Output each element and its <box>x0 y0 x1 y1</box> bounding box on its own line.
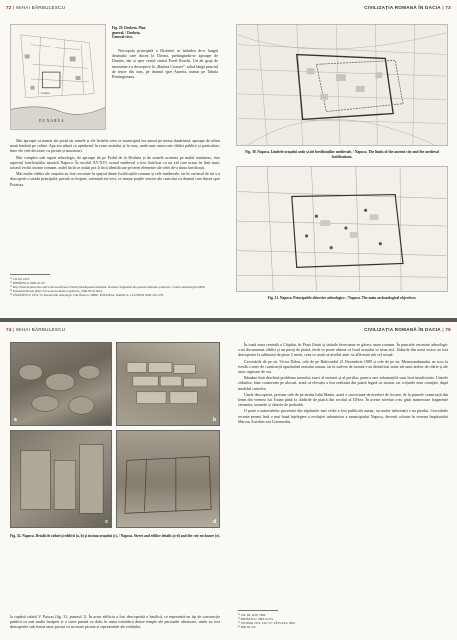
fig32-photo-c-ruins <box>11 431 111 527</box>
bottom-header-separator: | <box>13 327 15 332</box>
fig32-photo-d <box>116 430 220 528</box>
top-header-left <box>6 5 65 10</box>
fig32-photo-d-label: d <box>212 519 216 525</box>
fig32-photo-c <box>10 430 112 528</box>
fig31-napoca-objectives-map <box>236 166 448 292</box>
bottom-right-paragraph-4: Unele descoperiri, precum cele de pe strada Iuliu Maniu, arată o succesiune de niveluri de locuire, de la primele construcții din lemn din vremea lui Traian până la clădirile de piatră din secolul al III-lea. În aceste niveluri s-au găsit numeroase fragmente ceramice, monede și obiecte de podoabă. <box>238 391 448 408</box>
bottom-right-paragraph-5: O parte a materialelor provenite din săpăturile mai vechi a fost publicată sumar, iar multe informații s-au pierdut. Cercetările recente permit însă o mai bună înțelegere a evoluției urbanistice a municipiului Napoca, devenit colonie în vremea împăratului Marcus Aurelius sau Commodus. <box>238 408 448 424</box>
bottom-page-header <box>6 327 451 336</box>
bottom-right-text <box>238 342 448 600</box>
fig32-photo-c-label: c <box>105 519 108 525</box>
top-footnote-3: ²⁷ http://lexicon.pbworks.com/w/browse/#view=ViewFolder&param=Drobeta: Drobeta, fragmente din pietrele mărunte și mozaic, Cronica Arheologică 2006. <box>10 285 206 289</box>
fig32-photo-b <box>116 342 220 426</box>
fig29-river-label: DUNAREA <box>39 119 65 123</box>
bottom-page-number: 74 <box>6 327 12 332</box>
bottom-footnote-2: ³¹ MIHĂESCU 1998, 62-93. <box>238 617 274 621</box>
top-footnote-1: ²⁵ CIL III, 1627. <box>10 277 31 281</box>
fig32-photo-d-excavation <box>117 431 219 527</box>
top-page-header <box>6 5 451 14</box>
bottom-right-paragraph-1: În toată zona centrală a Clujului, în Piața Unirii și străzile învecinate se găsesc ruine romane. În punctele cercetate arheologic s-au documentat clădiri și un pavaj de piatră, încât se poate afirma că forul orașului se situa aici. Zidurile din acest sector au fost descoperite la adâncimi de peste 2 metri, ceea ce arată că nivelul antic se află mult sub cel actual. <box>238 342 448 358</box>
top-header-right-separator: | <box>442 5 444 10</box>
fig29-drobeta-plan <box>10 24 106 130</box>
bottom-footnote-4: ³³ IDR III, 3/4. <box>238 625 257 629</box>
top-header-author: MIHAI BÂRBULESCU <box>16 5 66 10</box>
bottom-footnote-rule <box>238 610 278 611</box>
top-footnote-4: ²⁸ Romanian Roads (http://www.dacoromania.org/Dacia_1996-02/01.htm). <box>10 289 103 293</box>
fig31-caption: Fig. 31. Napoca. Principalele obiective arheologice. / Napoca. The main archaeological objectives. <box>267 296 417 300</box>
top-footnote-5: ²⁹ TĂNĂSESCU 1974, 55, Repertoriul arheologic Cluj-Napoca, SIBIU, POTAISSA, NAPOCA, CLUSIUM 2006, 201-278. <box>10 293 164 297</box>
bottom-footnotes <box>238 613 448 637</box>
bottom-right-paragraph-3: Rămâne însă deschisă problema traseului exact al incintei și al porților, pentru care informațiile sunt încă insuficiente. Urmele zidurilor, bine conservate pe alocuri, arată că elevația a fost realizată din piatră legată cu mortar, iar colțurile erau rotunjite, după modelul castrelor. <box>238 375 448 391</box>
fig32-photo-a-stones <box>11 343 111 425</box>
bottom-header-section-title: CIVILIZAȚIA ROMANĂ ÎN DACIA <box>364 327 441 332</box>
fig30-map-drawing <box>237 25 447 145</box>
top-intro-paragraph: Necropola principală a Drobetei se întindea de-a lungul drumului care ducea la Dierna, prelungindu-se aproape de Dunăre, dar și spre vestul străzii Pavel Roschi. Un alt grup de morminte s-a descoperit la „Bariera Cronzei”, adică lângă punctul de ieșire din oraș, pe drumul spre Ameria, numai pe Tabula Peutingeriana. <box>112 48 218 80</box>
bottom-page <box>0 322 457 640</box>
fig32-photo-a <box>10 342 112 426</box>
bottom-header-left <box>6 327 65 332</box>
top-main-text <box>10 138 220 270</box>
fig30-caption: Fig. 30. Napoca. Limitele orașului antic și ale fortificațiilor medievale. / Napoca. The limits of the ancient city and the medieval fortifications. <box>245 150 439 159</box>
fig29-map-drawing <box>11 25 105 129</box>
bottom-left-text: la capătul străzii V. Pușcaș (fig. 31, punctul 1). În acest edificiu a fost descoperită o basilică, ce reprezintă un tip de construcție publică cu mai multe încăperi și o curte pavată cu dale; în urma extinderii dintre temple ale perioadei ulterioare, unele au fost descoperite sub forma unor picturi cu sectoare pictate și reprezentări ale zeităților. <box>10 614 220 630</box>
fig32-photo-b-wall <box>117 343 219 425</box>
top-footnote-2: ²⁶ MIHĂESCU 1998, 61-67. <box>10 281 46 285</box>
bottom-footnote-1: ³⁰ CIL III, 1430; 7866. <box>238 613 267 617</box>
top-right-page-number: 73 <box>445 5 451 10</box>
top-main-paragraph-1: Mai aproape ca număr ale porții iar armele și ele lecările ceea ce municipiul era așezat pe terasa dunăreană, aproape de urbea nouă fondată pe coline. Apa era adusă cu apeductul în zona castrului și în oraș, unde sunt cunoscute clădiri publice și particulare, între ele cele decorate cu picturi și mozaicuri. <box>10 138 220 154</box>
fig32-photo-b-label: b <box>212 417 216 423</box>
top-header-right <box>364 5 451 10</box>
fig32-caption: Fig. 32. Napoca. Detalii de ziduri și edificii (a, b) și incinta orașului (c). / Napoca. Street and edifice details (a-d) and the city enclosure (e). <box>10 534 220 538</box>
top-header-section-title: CIVILIZAȚIA ROMANĂ ÎN DACIA <box>364 5 441 10</box>
top-main-paragraph-3: Mai multe clădiri ale orașului au fost cercetate în spațiul dintre fortificațiile romane și cele medievale, iar în cartierul de est s-a descoperit o stradă principală, pavată cu lespezi, orientată est-vest, ce unește porțile vestice ale castrului cu drumul care ducea spre Potaissa. <box>10 171 220 187</box>
top-footnotes <box>10 277 220 313</box>
bottom-right-paragraph-2: Cercetările de pe str. Victor Deleu, cele de pe Bulevardul 21 Decembrie 1989 și cele de pe str. Memorandumului au scos la iveală o serie de construcții aparținând orașului roman, iar la sud-est de incintă s-au identificat urme ale unui atelier de olărie și ale unor cuptoare de var. <box>238 358 448 375</box>
bottom-footnote-3: ³² TEODOR 1974, 130-137; TĂTULEA 1994. <box>238 621 296 625</box>
fig31-map-drawing <box>237 167 447 291</box>
fig29-castra-label: Castra <box>41 91 50 95</box>
top-main-paragraph-2: Mai complex sub raport arheologic, de aproape de pe Podul de la Drobeta și de urmele acestuia pe malul românesc, este aspectul fortificațiilor așezării Napoca. În secolul XV-XVI, orașul medieval a fost fortificat cu un zid care urma, în linii mari, traseul vechii incinte romane, astfel încât ce astăzi pot fi încă identificate pe teren elemente ale celei de-a doua fortificații. <box>10 154 220 171</box>
bottom-header-author: MIHAI BÂRBULESCU <box>16 327 66 332</box>
bottom-right-page-number: 75 <box>445 327 451 332</box>
top-footnote-rule <box>10 274 50 275</box>
top-page <box>0 0 457 318</box>
bottom-header-right <box>364 327 451 332</box>
fig30-napoca-limits-map <box>236 24 448 146</box>
fig29-caption: Fig. 29. Drobeta. Plan general. / Drobeta. General view. <box>112 26 146 39</box>
bottom-header-right-separator: | <box>442 327 444 332</box>
fig32-photo-a-label: a <box>14 417 17 423</box>
top-page-number: 72 <box>6 5 12 10</box>
top-header-separator: | <box>13 5 15 10</box>
